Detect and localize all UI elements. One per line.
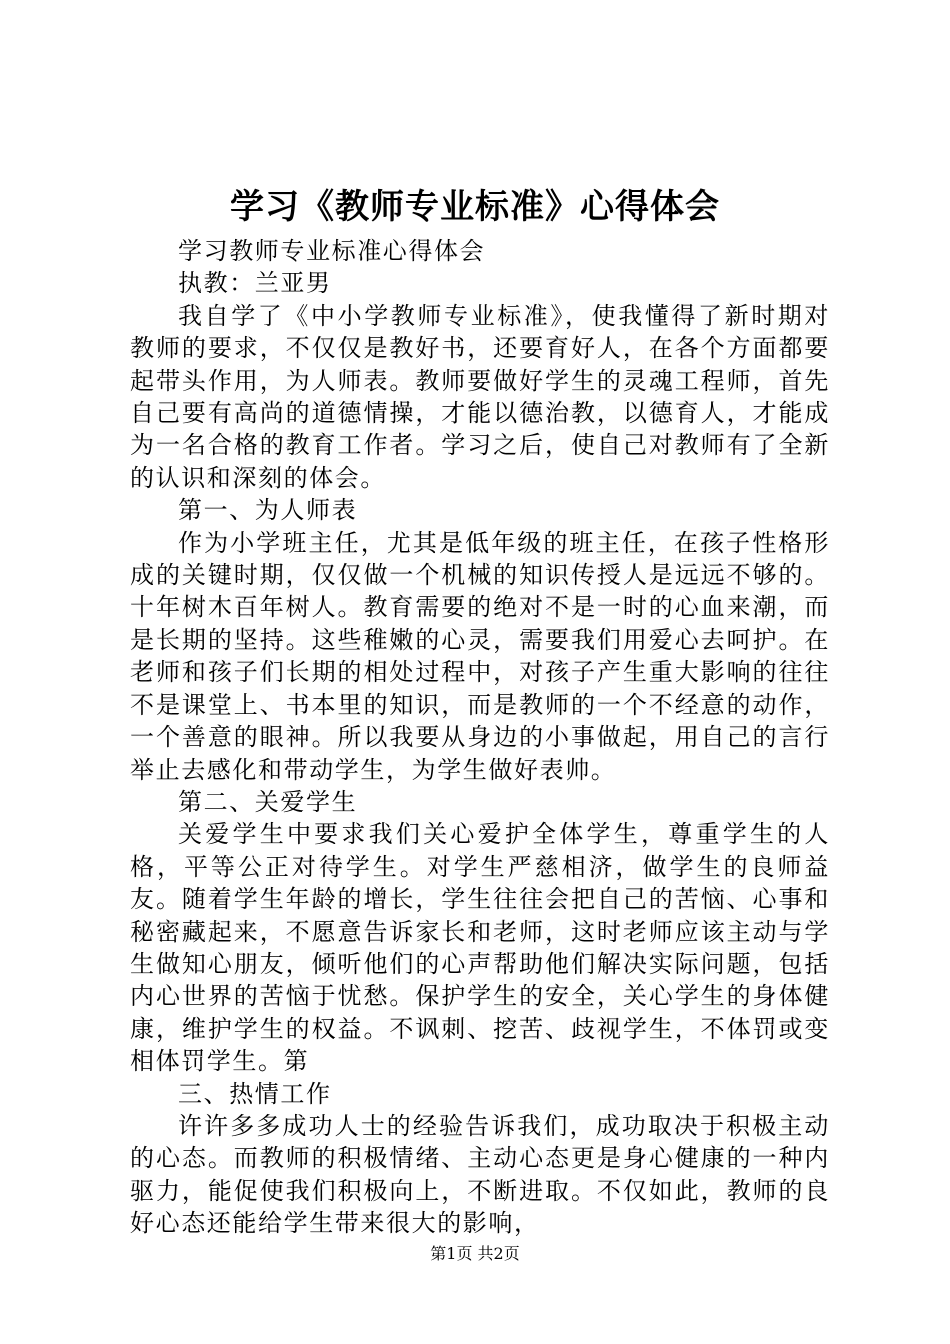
section-paragraph-3: 许许多多成功人士的经验告诉我们，成功取决于积极主动的心态。而教师的积极情绪、主动心态更是身心健康的一种内驱力，能促使我们积极向上，不断进取。不仅如此，教师的良好心态还能给学生带来很大的影响， [130, 1111, 830, 1238]
document-title: 学习《教师专业标准》心得体会 [230, 187, 720, 227]
section-paragraph-1: 作为小学班主任，尤其是低年级的班主任，在孩子性格形成的关键时期，仅仅做一个机械的知识传授人是远远不够的。十年树木百年树人。教育需要的绝对不是一时的心血来潮，而是长期的坚持。这些稚嫩的心灵，需要我们用爱心去呵护。在老师和孩子们长期的相处过程中，对孩子产生重大影响的往往不是课堂上、书本里的知识，而是教师的一个不经意的动作，一个善意的眼神。所以我要从身边的小事做起，用自己的言行举止去感化和带动学生，为学生做好表帅。 [130, 528, 830, 784]
section-heading-3: 三、热情工作 [178, 1079, 332, 1108]
section-paragraph-2: 关爱学生中要求我们关心爱护全体学生，尊重学生的人格，平等公正对待学生。对学生严慈相济，做学生的良师益友。随着学生年龄的增长，学生往往会把自己的苦恼、心事和秘密藏起来，不愿意告诉家长和老师，这时老师应该主动与学生做知心朋友，倾听他们的心声帮助他们解决实际问题，包括内心世界的苦恼于忧愁。保护学生的安全，关心学生的身体健康，维护学生的权益。不讽刺、挖苦、歧视学生，不体罚或变相体罚学生。第 [130, 820, 830, 1076]
subtitle-paragraph: 学习教师专业标准心得体会 [178, 237, 486, 265]
author-paragraph: 执教：兰亚男 [178, 269, 332, 298]
intro-paragraph: 我自学了《中小学教师专业标准》，使我懂得了新时期对教师的要求，不仅仅是教好书，还要育好人，在各个方面都要起带头作用，为人师表。教师要做好学生的灵魂工程师，首先自己要有高尚的道德情操，才能以德治教，以德育人，才能成为一名合格的教育工作者。学习之后，使自己对教师有了全新的认识和深刻的体会。 [130, 301, 830, 492]
page-footer: 第1页 共2页 [430, 1244, 520, 1263]
section-heading-1: 第一、为人师表 [178, 496, 358, 525]
document-body [130, 235, 830, 1240]
section-heading-2: 第二、关爱学生 [178, 787, 358, 816]
